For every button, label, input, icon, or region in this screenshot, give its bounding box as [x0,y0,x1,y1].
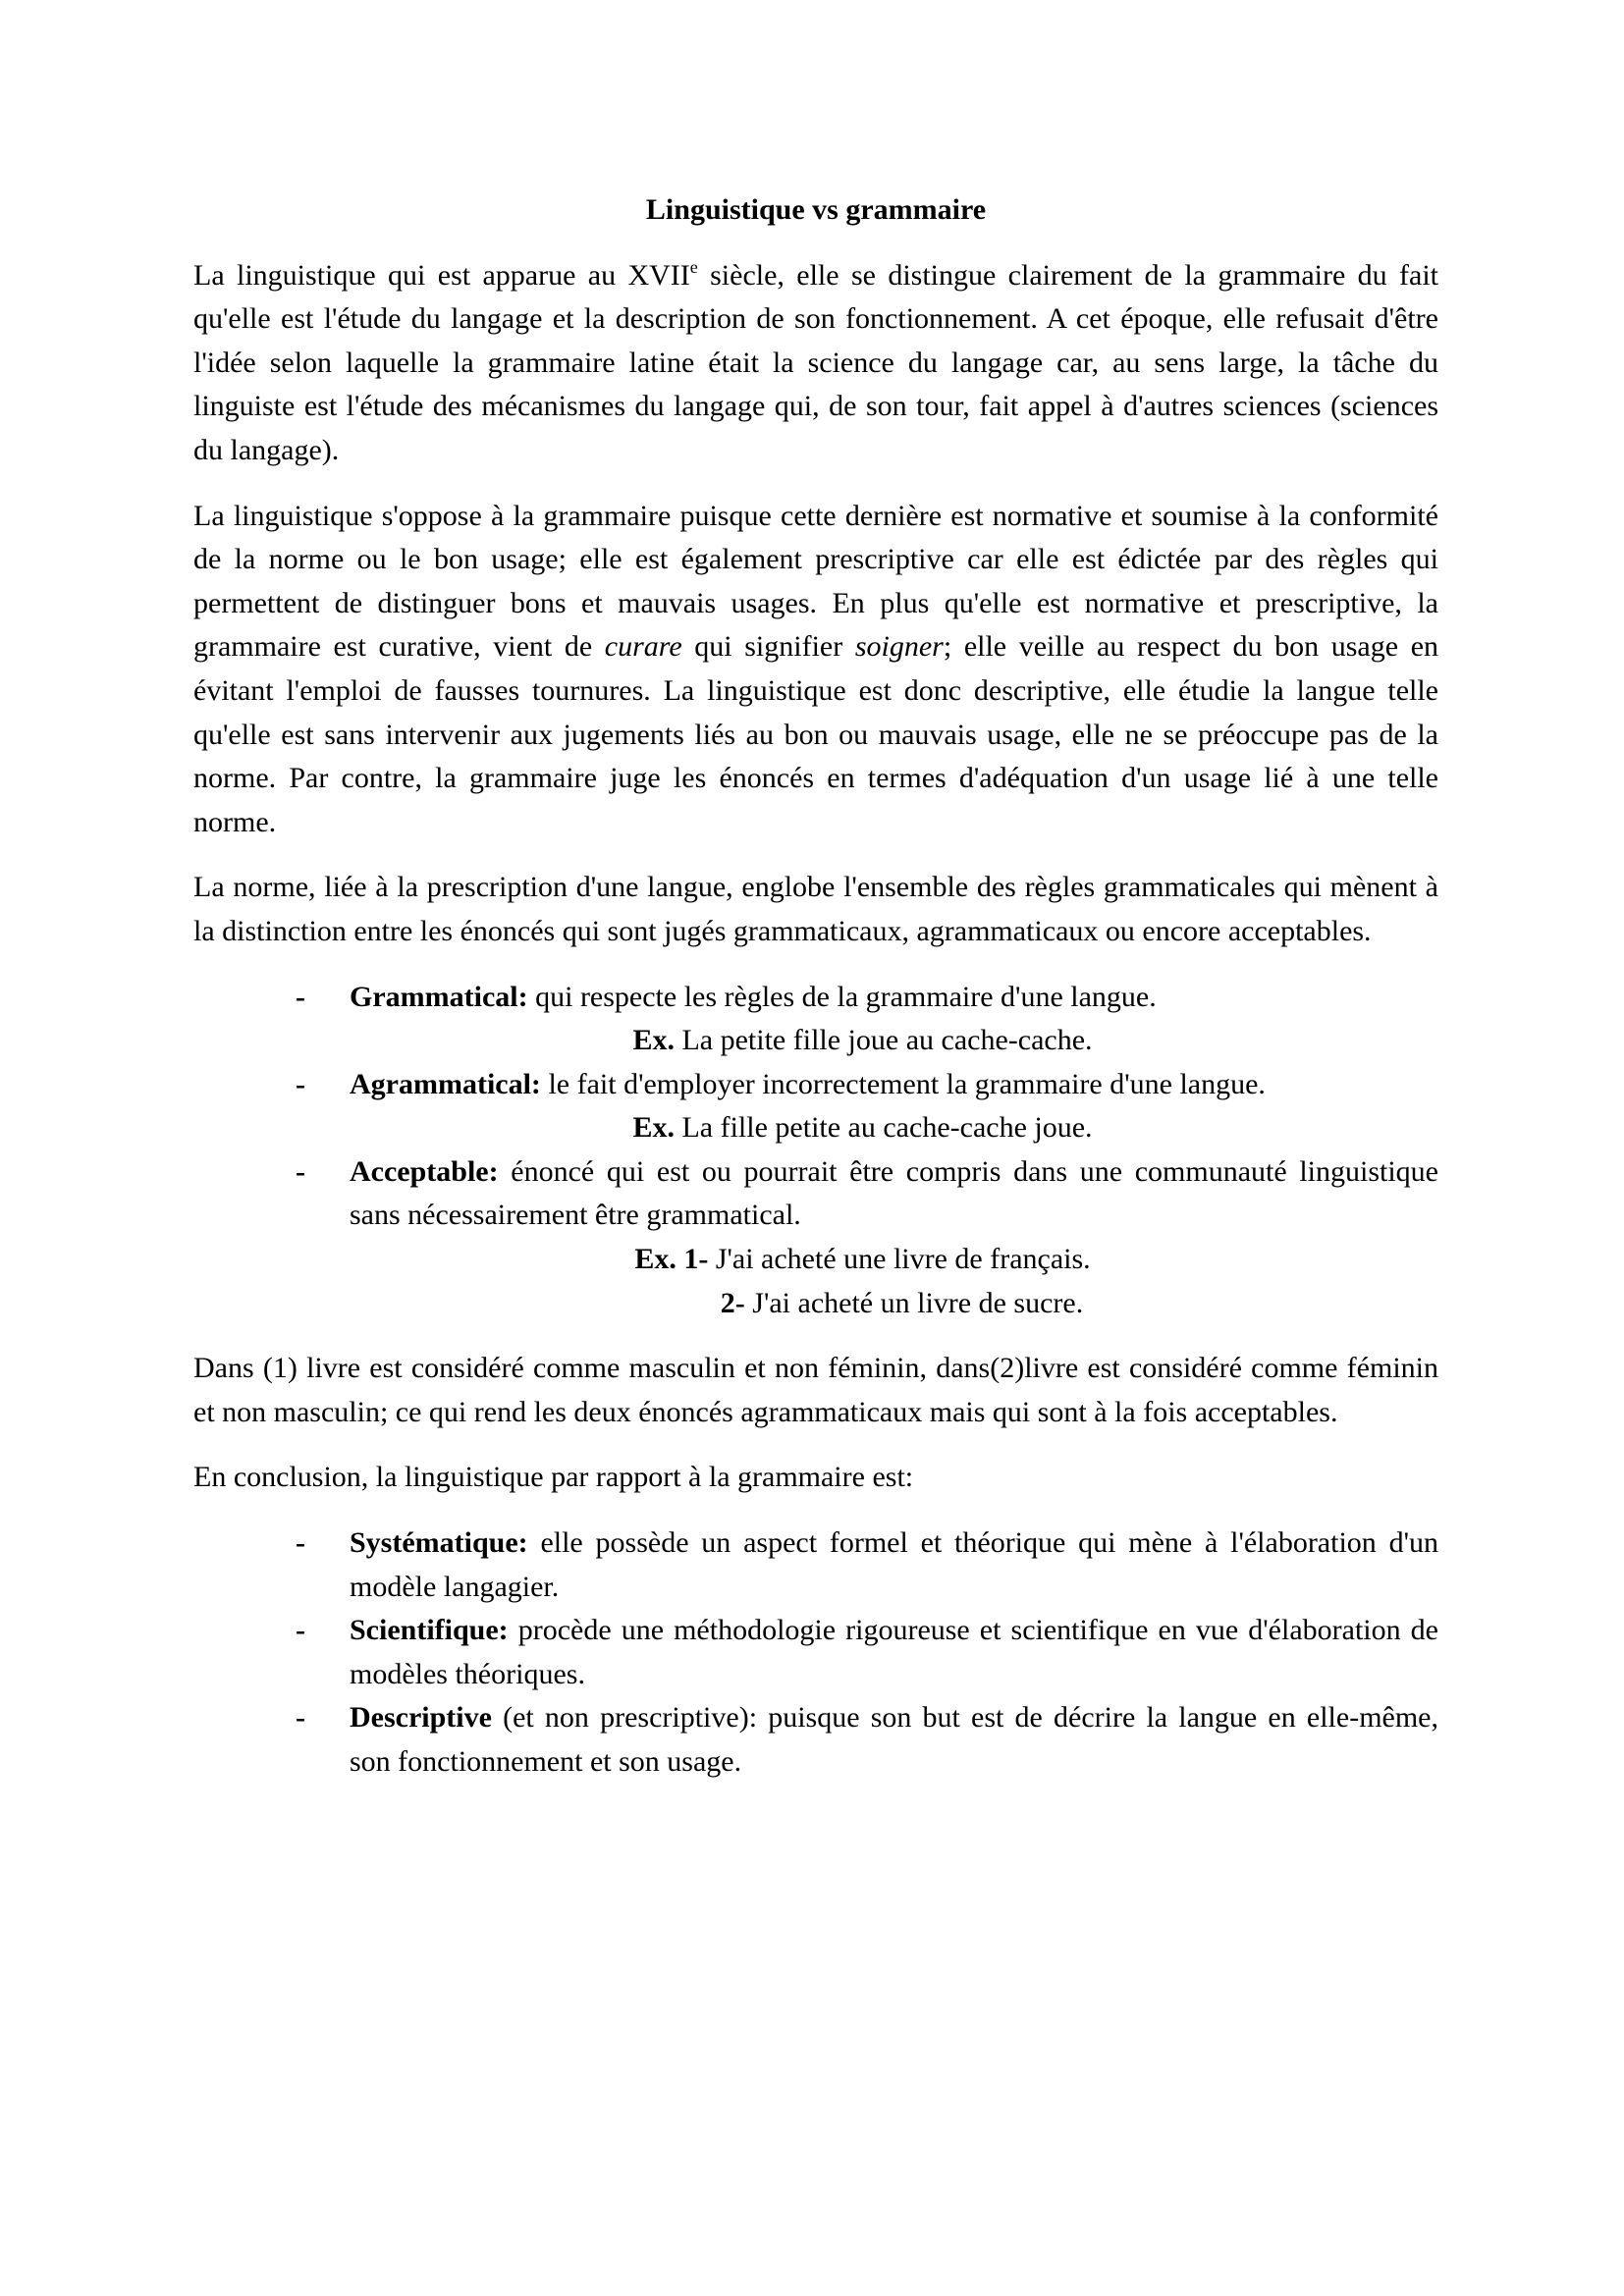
intro-text-start: La linguistique qui est apparue au XVII [193,258,690,292]
conclusion-item-descriptive [296,1696,1438,1784]
conclusion-term: Systématique: [350,1526,528,1560]
list-dash: - [296,1526,305,1560]
opposition-text-1: La linguistique s'oppose à la grammaire puisque cette dernière est normative et soumise à la conformité de la norme ou le bon usage; elle est également prescriptive car elle est édictée par des règles qui permettent de distinguer bons et mauvais usages. En plus qu'elle est normative et prescriptive, la grammaire est curative, vient de [193,499,1438,664]
list-dash: - [296,980,305,1013]
example-text: La petite fille joue au cache-cache. [674,1024,1093,1057]
analysis-paragraph: Dans (1) livre est considéré comme masculin et non féminin, dans(2)livre est considéré comme féminin et non masculin; ce qui rend les deux énoncés agrammaticaux mais qui sont à la fois acceptables. [193,1352,1438,1428]
definition-text: énoncé qui est ou pourrait être compris dans une communauté linguistique sans nécessairement être grammatical. [350,1154,1438,1232]
example-text: J'ai acheté un livre de sucre. [744,1286,1084,1319]
list-dash: - [296,1154,305,1188]
definition-text: le fait d'employer incorrectement la grammaire d'une langue. [540,1067,1266,1100]
list-dash: - [296,1067,305,1100]
example-text: La fille petite au cache-cache joue. [674,1111,1093,1145]
conclusion-text: elle possède un aspect formel et théorique qui mène à l'élaboration d'un modèle langagier. [350,1526,1438,1603]
example-acceptable-2 [365,1282,1438,1326]
definition-term: Agrammatical: [350,1067,541,1100]
conclusion-term: Descriptive [350,1701,492,1735]
conclusion-term: Scientifique: [350,1614,509,1647]
definition-item-agrammatical [296,1063,1438,1107]
opposition-text-2: qui signifier [681,630,855,664]
example-label: 2- [720,1286,745,1319]
conclusion-text: procède une méthodologie rigoureuse et scientifique en vue d'élaboration de modèles théoriques. [350,1614,1438,1690]
conclusion-intro: En conclusion, la linguistique par rapport à la grammaire est: [193,1461,914,1494]
opposition-text-3: ; elle veille au respect du bon usage en évitant l'emploi de fausses tournures. La linguistique est donc descriptive, elle étudie la langue telle qu'elle est sans intervenir aux jugements liés au bon ou mauvais usage, elle ne se préoccupe pas de la norme. Par contre, la grammaire juge les énoncés en termes d'adéquation d'un usage lié à une telle norme. [193,630,1439,838]
definition-term: Acceptable: [350,1154,499,1188]
example-text: J'ai acheté une livre de français. [708,1243,1091,1276]
example-acceptable-1 [287,1238,1438,1282]
conclusion-item-systematique [296,1522,1438,1609]
soigner-term: soigner [854,630,944,664]
century-superscript: e [689,256,698,277]
conclusion-item-scientifique [296,1609,1438,1696]
example-grammatical [287,1019,1438,1063]
definition-term: Grammatical: [350,980,528,1013]
page-title: Linguistique vs grammaire [645,193,987,226]
list-dash: - [296,1614,305,1647]
norm-paragraph: La norme, liée à la prescription d'une langue, englobe l'ensemble des règles grammaticales qui mènent à la distinction entre les énoncés qui sont jugés grammaticaux, agrammaticaux ou encore acceptables. [193,871,1438,947]
definition-item-grammatical [296,976,1438,1020]
intro-text-rest: siècle, elle se distingue clairement de la grammaire du fait qu'elle est l'étude du langage et la description de son fonctionnement. A cet époque, elle refusait d'être l'idée selon laquelle la grammaire latine était la science du langage car, au sens large, la tâche du linguiste est l'étude des mécanismes du langage qui, de son tour, fait appel à d'autres sciences (sciences du langage). [193,258,1438,466]
conclusion-text: (et non prescriptive): puisque son but est de décrire la langue en elle-même, son fonctionnement et son usage. [350,1701,1438,1778]
definitions-list [193,976,1438,1326]
conclusion-list [193,1522,1438,1785]
example-agrammatical [287,1106,1438,1150]
curare-term: curare [604,630,682,664]
definition-item-acceptable [296,1150,1438,1238]
intro-paragraph [193,254,1438,473]
example-label: Ex. [632,1024,675,1057]
opposition-paragraph [193,495,1438,845]
definition-text: qui respecte les règles de la grammaire d'une langue. [527,980,1157,1013]
example-label: Ex. 1- [634,1243,709,1276]
document-page [193,188,1438,1806]
example-label: Ex. [632,1111,675,1145]
list-dash: - [296,1701,305,1735]
